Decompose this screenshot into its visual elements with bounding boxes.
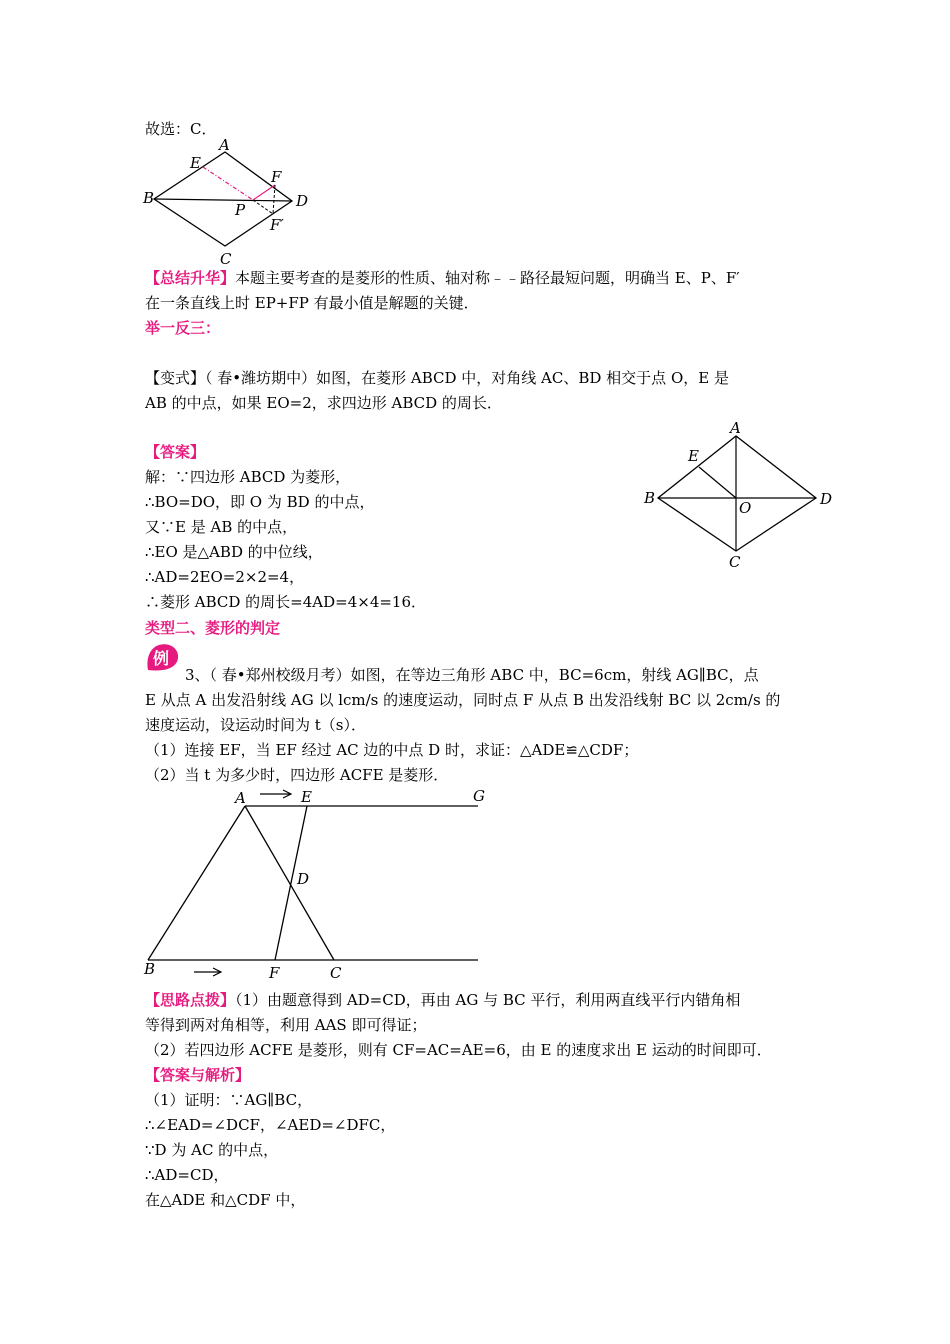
hint-line-1 — [145, 990, 740, 1010]
proof-line-3: ∵D 为 AC 的中点， — [145, 1141, 279, 1159]
summary-text-1: 本题主要考查的是菱形的性质、轴对称﹣﹣路径最短问题，明确当 E、P、F′ — [235, 269, 740, 287]
fig1-label-p: P — [235, 201, 246, 219]
fig2-label-e: E — [688, 447, 699, 465]
example-badge-text: 例 — [153, 649, 170, 668]
variant-line-2: AB 的中点，如果 EO=2，求四边形 ABCD 的周长． — [145, 394, 502, 412]
fig3-label-b: B — [144, 960, 156, 978]
section-heading-type2: 类型二、菱形的判定 — [145, 619, 281, 637]
problem3-line-3: 速度运动，设运动时间为 t（s）． — [145, 716, 366, 734]
fig1-label-b: B — [143, 189, 155, 207]
fig3-label-d: D — [297, 870, 310, 888]
figure-rhombus-path — [140, 138, 315, 268]
heading-practice: 举一反三： — [145, 319, 221, 337]
fig1-label-f: F — [271, 168, 282, 186]
fig2-label-d: D — [820, 490, 833, 508]
solution-line-4: ∴EO 是△ABD 的中位线， — [145, 543, 323, 561]
fig1-label-c: C — [220, 250, 232, 268]
proof-line-4: ∴AD=CD， — [145, 1166, 229, 1184]
fig3-label-a: A — [235, 789, 246, 807]
problem3-line-2: E 从点 A 出发沿射线 AG 以 lcm/s 的速度运动，同时点 F 从点 B 出发沿线射 BC 以 2cm/s 的 — [145, 691, 781, 709]
fig3-label-e: E — [301, 788, 312, 806]
solution-line-6: ∴菱形 ABCD 的周长=4AD=4×4=16． — [145, 593, 427, 611]
figure-rhombus-midpoint — [640, 418, 840, 573]
fig2-label-b: B — [644, 489, 656, 507]
fig1-label-d: D — [296, 192, 309, 210]
solution-line-3: 又∵E 是 AB 的中点， — [145, 518, 298, 536]
hint-line-3: （2）若四边形 ACFE 是菱形，则有 CF=AC=AE=6，由 E 的速度求出 E 运动的时间即可． — [145, 1041, 772, 1059]
example-badge-icon — [145, 643, 181, 673]
solution-line-2: ∴BO=DO，即 O 为 BD 的中点， — [145, 493, 375, 511]
fig1-label-fprime: F′ — [270, 216, 284, 234]
fig3-label-f: F — [269, 964, 280, 982]
proof-line-1: （1）证明：∵AG∥BC， — [145, 1091, 313, 1109]
figure-triangle-ray — [140, 783, 500, 988]
answer-heading: 【答案】 — [145, 443, 206, 461]
solution-line-5: ∴AD=2EO=2×2=4， — [145, 568, 305, 586]
solution-line-1: 解：∵四边形 ABCD 为菱形， — [145, 468, 351, 486]
answer-choice-line: 故选：C． — [145, 120, 217, 138]
problem3-part-2: （2）当 t 为多少时，四边形 ACFE 是菱形． — [145, 766, 449, 784]
proof-line-2: ∴∠EAD=∠DCF，∠AED=∠DFC， — [145, 1116, 396, 1134]
hint-line-2: 等得到两对角相等，利用 AAS 即可得证； — [145, 1016, 427, 1034]
fig3-label-c: C — [330, 964, 342, 982]
fig1-label-a: A — [219, 138, 230, 154]
summary-line-2: 在一条直线上时 EP+FP 有最小值是解题的关键． — [145, 294, 479, 312]
fig1-label-e: E — [190, 154, 201, 172]
hint-tag: 【思路点拨】 — [145, 991, 236, 1009]
fig3-label-g: G — [473, 787, 485, 805]
variant-line-1: 【变式】（ 春•潍坊期中）如图，在菱形 ABCD 中，对角线 AC、BD 相交于点 O，E 是 — [145, 369, 729, 387]
problem3-part-1: （1）连接 EF，当 EF 经过 AC 边的中点 D 时，求证：△ADE≌△CDF； — [145, 741, 639, 759]
summary-tag: 【总结升华】 — [145, 269, 236, 287]
proof-line-5: 在△ADE 和△CDF 中， — [145, 1191, 306, 1209]
fig2-label-a: A — [730, 419, 741, 437]
hint-text-1: （1）由题意得到 AD=CD，再由 AG 与 BC 平行，利用两直线平行内错角相 — [235, 991, 741, 1009]
summary-line-1 — [145, 268, 740, 288]
problem3-line-1: 3、（ 春•郑州校级月考）如图，在等边三角形 ABC 中，BC=6cm，射线 AG∥BC，点 — [185, 666, 759, 684]
fig2-label-c: C — [729, 553, 741, 571]
analysis-heading: 【答案与解析】 — [145, 1066, 251, 1084]
fig2-label-o: O — [739, 499, 752, 517]
